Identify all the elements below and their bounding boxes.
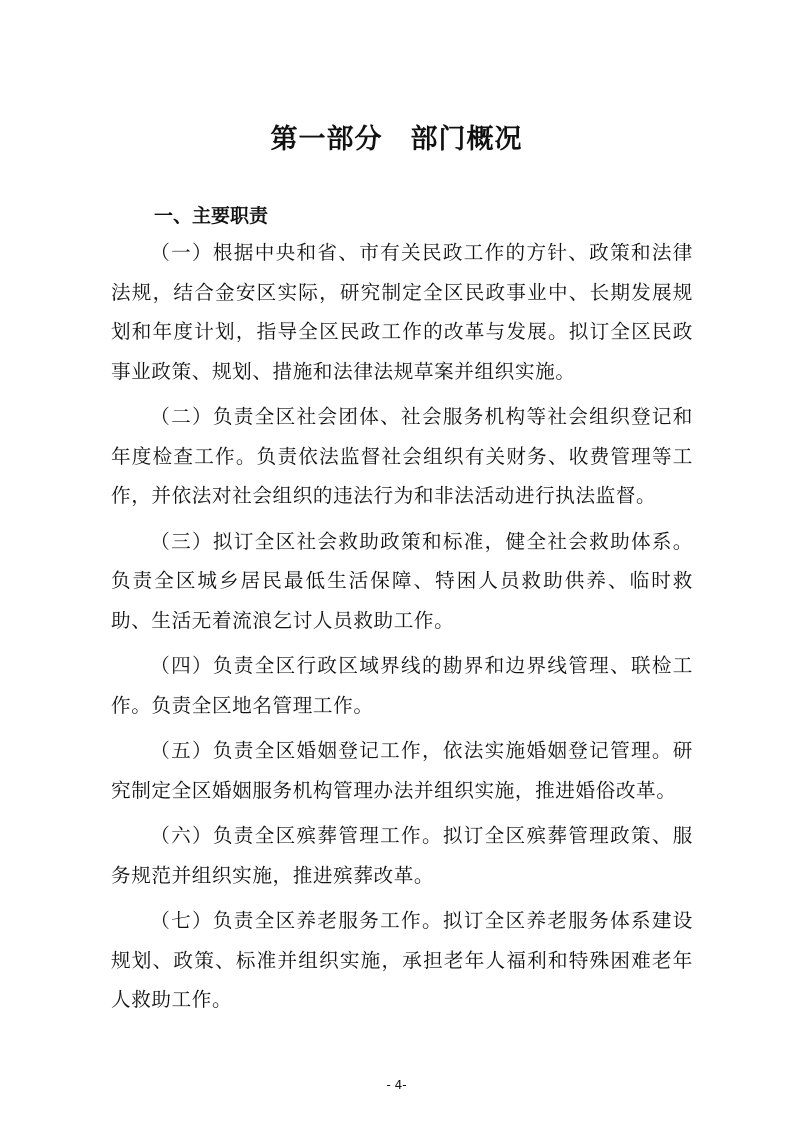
paragraph-3: （三）拟订全区社会救助政策和标准，健全社会救助体系。负责全区城乡居民最低生活保障、特困人员救助供养、临时救助、生活无着流浪乞讨人员救助工作。 xyxy=(111,529,693,632)
paragraph-6: （六）负责全区殡葬管理工作。拟订全区殡葬管理政策、服务规范并组织实施，推进殡葬改革。 xyxy=(111,824,693,887)
main-content xyxy=(111,200,693,1026)
paragraph-5: （五）负责全区婚姻登记工作，依法实施婚姻登记管理。研究制定全区婚姻服务机构管理办法并组织实施，推进婚俗改革。 xyxy=(111,739,693,802)
page-title: 第一部分 部门概况 xyxy=(270,124,523,155)
paragraph-1: （一）根据中央和省、市有关民政工作的方针、政策和法律法规，结合金安区实际，研究制定全区民政事业中、长期发展规划和年度计划，指导全区民政工作的改革与发展。拟订全区民政事业政策、规划、措施和法律法规草案并组织实施。 xyxy=(111,241,693,383)
page-number: - 4- xyxy=(386,1078,407,1092)
paragraph-4: （四）负责全区行政区域界线的勘界和边界线管理、联检工作。负责全区地名管理工作。 xyxy=(111,654,693,717)
section-heading: 一、主要职责 xyxy=(154,205,269,227)
paragraph-2: （二）负责全区社会团体、社会服务机构等社会组织登记和年度检查工作。负责依法监督社会组织有关财务、收费管理等工作，并依法对社会组织的违法行为和非法活动进行执法监督。 xyxy=(111,405,693,507)
paragraph-7: （七）负责全区养老服务工作。拟订全区养老服务体系建设规划、政策、标准并组织实施，承担老年人福利和特殊困难老年人救助工作。 xyxy=(111,909,693,1011)
